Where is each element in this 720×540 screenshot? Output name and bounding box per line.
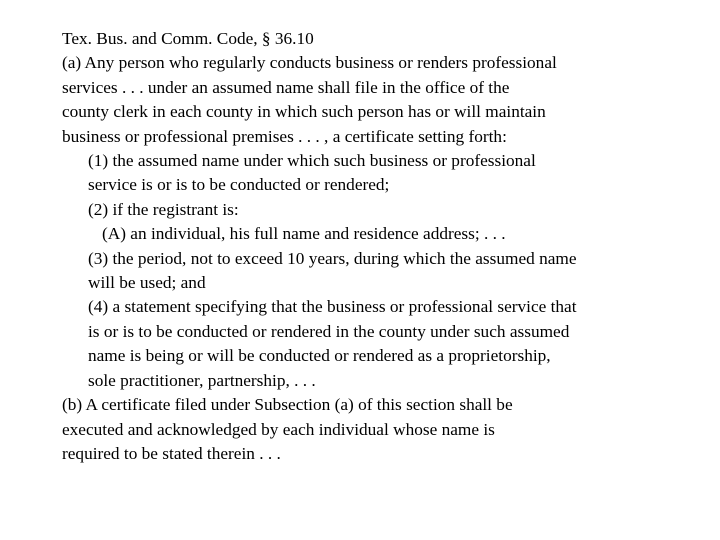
citation: Tex. Bus. and Comm. Code, § 36.10 (62, 29, 314, 48)
item-4-line: sole practitioner, partnership, . . . (88, 370, 316, 390)
item-1-line: (1) the assumed name under which such business or professional (88, 151, 536, 171)
item-1 (62, 149, 662, 198)
section-b-line: executed and acknowledged by each individual whose name is (62, 419, 495, 439)
item-4-line: (4) a statement specifying that the business or professional service that (88, 297, 577, 317)
section-a (62, 51, 662, 149)
section-a-line: business or professional premises . . . , a certificate setting forth: (62, 126, 507, 146)
section-b (62, 393, 662, 466)
item-2-a (62, 222, 662, 246)
item-4-line: is or is to be conducted or rendered in the county under such assumed (88, 321, 570, 341)
statute-text (62, 27, 662, 466)
section-b-line: required to be stated therein . . . (62, 443, 281, 463)
item-2 (62, 198, 662, 222)
section-a-line: services . . . under an assumed name shall file in the office of the (62, 77, 510, 97)
section-a-line: (a) Any person who regularly conducts business or renders professional (62, 53, 557, 73)
item-3-line: will be used; and (88, 273, 206, 293)
item-2-a-line: (A) an individual, his full name and residence address; . . . (102, 224, 506, 244)
item-1-line: service is or is to be conducted or rendered; (88, 175, 390, 195)
item-4-line: name is being or will be conducted or rendered as a proprietorship, (88, 346, 551, 366)
item-2-line: (2) if the registrant is: (88, 199, 239, 219)
section-a-line: county clerk in each county in which such person has or will maintain (62, 102, 546, 122)
item-3 (62, 247, 662, 296)
citation-line (62, 27, 662, 51)
item-3-line: (3) the period, not to exceed 10 years, during which the assumed name (88, 248, 577, 268)
section-b-line: (b) A certificate filed under Subsection (a) of this section shall be (62, 395, 513, 415)
item-4 (62, 295, 662, 393)
